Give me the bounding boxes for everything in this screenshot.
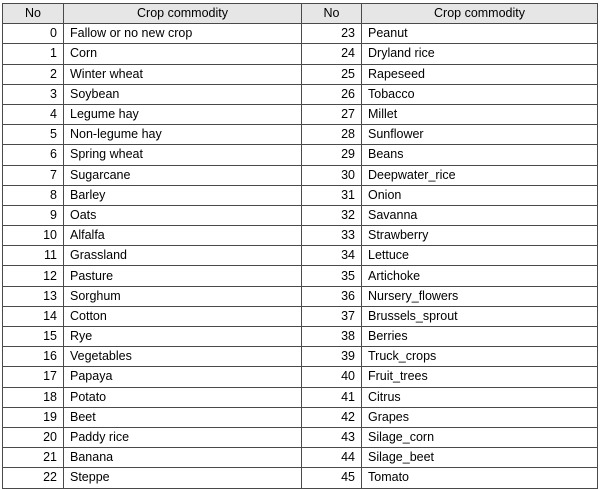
crop-commodity-table-container <box>2 3 597 488</box>
row-number-left: 2 <box>3 64 64 84</box>
crop-name-right: Citrus <box>362 387 598 407</box>
row-number-right: 36 <box>302 286 362 306</box>
row-number-left: 14 <box>3 306 64 326</box>
header-no-left: No <box>3 4 64 24</box>
crop-name-right: Tobacco <box>362 84 598 104</box>
table-row <box>3 104 598 124</box>
row-number-left: 21 <box>3 448 64 468</box>
row-number-left: 18 <box>3 387 64 407</box>
crop-name-right: Millet <box>362 104 598 124</box>
header-row <box>3 4 598 24</box>
row-number-right: 41 <box>302 387 362 407</box>
row-number-right: 44 <box>302 448 362 468</box>
row-number-left: 13 <box>3 286 64 306</box>
row-number-left: 0 <box>3 24 64 44</box>
crop-name-left: Alfalfa <box>64 226 302 246</box>
row-number-left: 19 <box>3 407 64 427</box>
table-row <box>3 145 598 165</box>
table-header <box>3 4 598 24</box>
row-number-left: 20 <box>3 427 64 447</box>
crop-name-left: Fallow or no new crop <box>64 24 302 44</box>
row-number-right: 30 <box>302 165 362 185</box>
table-row <box>3 286 598 306</box>
table-row <box>3 448 598 468</box>
row-number-right: 32 <box>302 205 362 225</box>
table-row <box>3 407 598 427</box>
row-number-right: 29 <box>302 145 362 165</box>
crop-name-right: Deepwater_rice <box>362 165 598 185</box>
row-number-right: 28 <box>302 125 362 145</box>
crop-name-right: Truck_crops <box>362 347 598 367</box>
table-row <box>3 185 598 205</box>
crop-name-right: Tomato <box>362 468 598 488</box>
row-number-left: 8 <box>3 185 64 205</box>
crop-name-left: Steppe <box>64 468 302 488</box>
row-number-right: 33 <box>302 226 362 246</box>
header-crop-right: Crop commodity <box>362 4 598 24</box>
table-row <box>3 84 598 104</box>
crop-name-left: Soybean <box>64 84 302 104</box>
crop-name-left: Barley <box>64 185 302 205</box>
row-number-left: 1 <box>3 44 64 64</box>
table-row <box>3 306 598 326</box>
crop-name-left: Vegetables <box>64 347 302 367</box>
row-number-right: 25 <box>302 64 362 84</box>
row-number-right: 26 <box>302 84 362 104</box>
table-row <box>3 226 598 246</box>
table-row <box>3 347 598 367</box>
crop-name-left: Legume hay <box>64 104 302 124</box>
crop-name-right: Sunflower <box>362 125 598 145</box>
row-number-left: 15 <box>3 327 64 347</box>
table-row <box>3 427 598 447</box>
row-number-left: 12 <box>3 266 64 286</box>
crop-name-right: Silage_corn <box>362 427 598 447</box>
crop-name-right: Brussels_sprout <box>362 306 598 326</box>
crop-name-right: Onion <box>362 185 598 205</box>
row-number-right: 23 <box>302 24 362 44</box>
row-number-left: 4 <box>3 104 64 124</box>
crop-commodity-table <box>2 3 598 489</box>
crop-name-left: Sorghum <box>64 286 302 306</box>
row-number-left: 9 <box>3 205 64 225</box>
crop-name-left: Non-legume hay <box>64 125 302 145</box>
table-row <box>3 246 598 266</box>
row-number-right: 38 <box>302 327 362 347</box>
row-number-left: 22 <box>3 468 64 488</box>
crop-name-right: Nursery_flowers <box>362 286 598 306</box>
row-number-right: 34 <box>302 246 362 266</box>
crop-name-right: Dryland rice <box>362 44 598 64</box>
table-row <box>3 44 598 64</box>
row-number-left: 3 <box>3 84 64 104</box>
row-number-left: 7 <box>3 165 64 185</box>
crop-name-left: Potato <box>64 387 302 407</box>
crop-name-right: Rapeseed <box>362 64 598 84</box>
row-number-left: 10 <box>3 226 64 246</box>
row-number-right: 31 <box>302 185 362 205</box>
row-number-left: 11 <box>3 246 64 266</box>
row-number-left: 17 <box>3 367 64 387</box>
row-number-right: 43 <box>302 427 362 447</box>
crop-name-left: Rye <box>64 327 302 347</box>
crop-name-right: Artichoke <box>362 266 598 286</box>
crop-name-right: Silage_beet <box>362 448 598 468</box>
crop-name-right: Peanut <box>362 24 598 44</box>
crop-name-right: Beans <box>362 145 598 165</box>
table-row <box>3 367 598 387</box>
crop-name-left: Banana <box>64 448 302 468</box>
crop-name-right: Berries <box>362 327 598 347</box>
crop-name-left: Winter wheat <box>64 64 302 84</box>
table-row <box>3 468 598 488</box>
table-row <box>3 64 598 84</box>
table-row <box>3 327 598 347</box>
row-number-right: 40 <box>302 367 362 387</box>
crop-name-left: Beet <box>64 407 302 427</box>
row-number-left: 6 <box>3 145 64 165</box>
row-number-right: 42 <box>302 407 362 427</box>
crop-name-right: Lettuce <box>362 246 598 266</box>
crop-name-left: Corn <box>64 44 302 64</box>
crop-name-left: Cotton <box>64 306 302 326</box>
row-number-right: 45 <box>302 468 362 488</box>
table-row <box>3 387 598 407</box>
header-crop-left: Crop commodity <box>64 4 302 24</box>
table-row <box>3 205 598 225</box>
table-row <box>3 266 598 286</box>
crop-name-left: Spring wheat <box>64 145 302 165</box>
row-number-right: 24 <box>302 44 362 64</box>
crop-name-left: Papaya <box>64 367 302 387</box>
table-row <box>3 165 598 185</box>
row-number-right: 27 <box>302 104 362 124</box>
crop-name-left: Grassland <box>64 246 302 266</box>
crop-name-left: Oats <box>64 205 302 225</box>
crop-name-right: Savanna <box>362 205 598 225</box>
row-number-left: 5 <box>3 125 64 145</box>
table-row <box>3 24 598 44</box>
header-no-right: No <box>302 4 362 24</box>
crop-name-right: Grapes <box>362 407 598 427</box>
row-number-right: 37 <box>302 306 362 326</box>
row-number-right: 39 <box>302 347 362 367</box>
row-number-left: 16 <box>3 347 64 367</box>
crop-name-right: Strawberry <box>362 226 598 246</box>
crop-name-left: Sugarcane <box>64 165 302 185</box>
crop-name-right: Fruit_trees <box>362 367 598 387</box>
crop-name-left: Paddy rice <box>64 427 302 447</box>
crop-name-left: Pasture <box>64 266 302 286</box>
row-number-right: 35 <box>302 266 362 286</box>
table-row <box>3 125 598 145</box>
table-body <box>3 24 598 488</box>
